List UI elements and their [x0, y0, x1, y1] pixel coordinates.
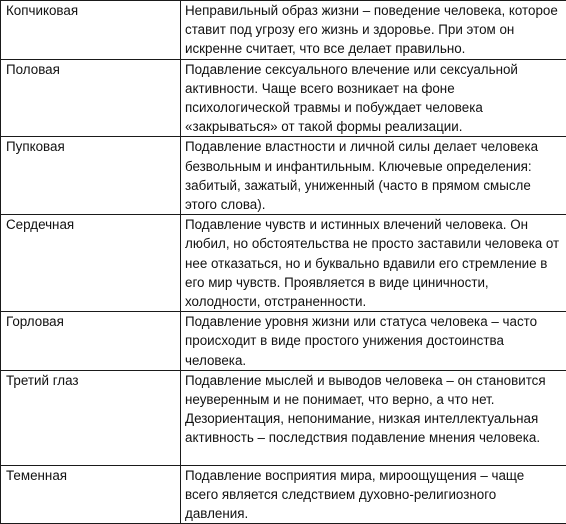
table-row [1, 215, 566, 312]
chakra-name: Пупковая [1, 137, 181, 215]
table-row [1, 59, 566, 137]
chakra-description: Подавление мыслей и выводов человека – он становится неуверенным и не понимает, что верно, а что нет. Дезориентация, непонимание, низкая интеллектуальная активность – последствия подавление мнения человека. [181, 370, 566, 465]
chakra-description: Неправильный образ жизни – поведение человека, которое ставит под угрозу его жизнь и здоровье. При этом он искренне считает, что все делает правильно. [181, 1, 566, 60]
chakra-name: Половая [1, 59, 181, 137]
chakra-description: Подавление чувств и истинных влечений человека. Он любил, но обстоятельства не просто заставили человека от нее отказаться, но и буквально вдавили его стремление в его мир чувств. Проявляется в виде циничности, холодности, отстраненности. [181, 215, 566, 312]
chakra-description: Подавление уровня жизни или статуса человека – часто происходит в виде простого унижения достоинства человека. [181, 312, 566, 371]
table-row [1, 465, 566, 524]
chakra-name: Сердечная [1, 215, 181, 312]
chakra-name: Теменная [1, 465, 181, 524]
table-row [1, 137, 566, 215]
chakra-name: Горловая [1, 312, 181, 371]
table-row [1, 370, 566, 465]
table-row [1, 1, 566, 60]
chakra-name: Копчиковая [1, 1, 181, 60]
chakra-description: Подавление восприятия мира, мироощущения – чаще всего является следствием духовно-религиозного давления. [181, 465, 566, 524]
table-row [1, 312, 566, 371]
chakra-name: Третий глаз [1, 370, 181, 465]
chakra-description: Подавление властности и личной силы делает человека безвольным и инфантильным. Ключевые определения: забитый, зажатый, униженный (часто в прямом смысле этого слова). [181, 137, 566, 215]
chakra-description: Подавление сексуального влечение или сексуальной активности. Чаще всего возникает на фоне психологической травмы и побуждает человека «закрываться» от такой формы реализации. [181, 59, 566, 137]
